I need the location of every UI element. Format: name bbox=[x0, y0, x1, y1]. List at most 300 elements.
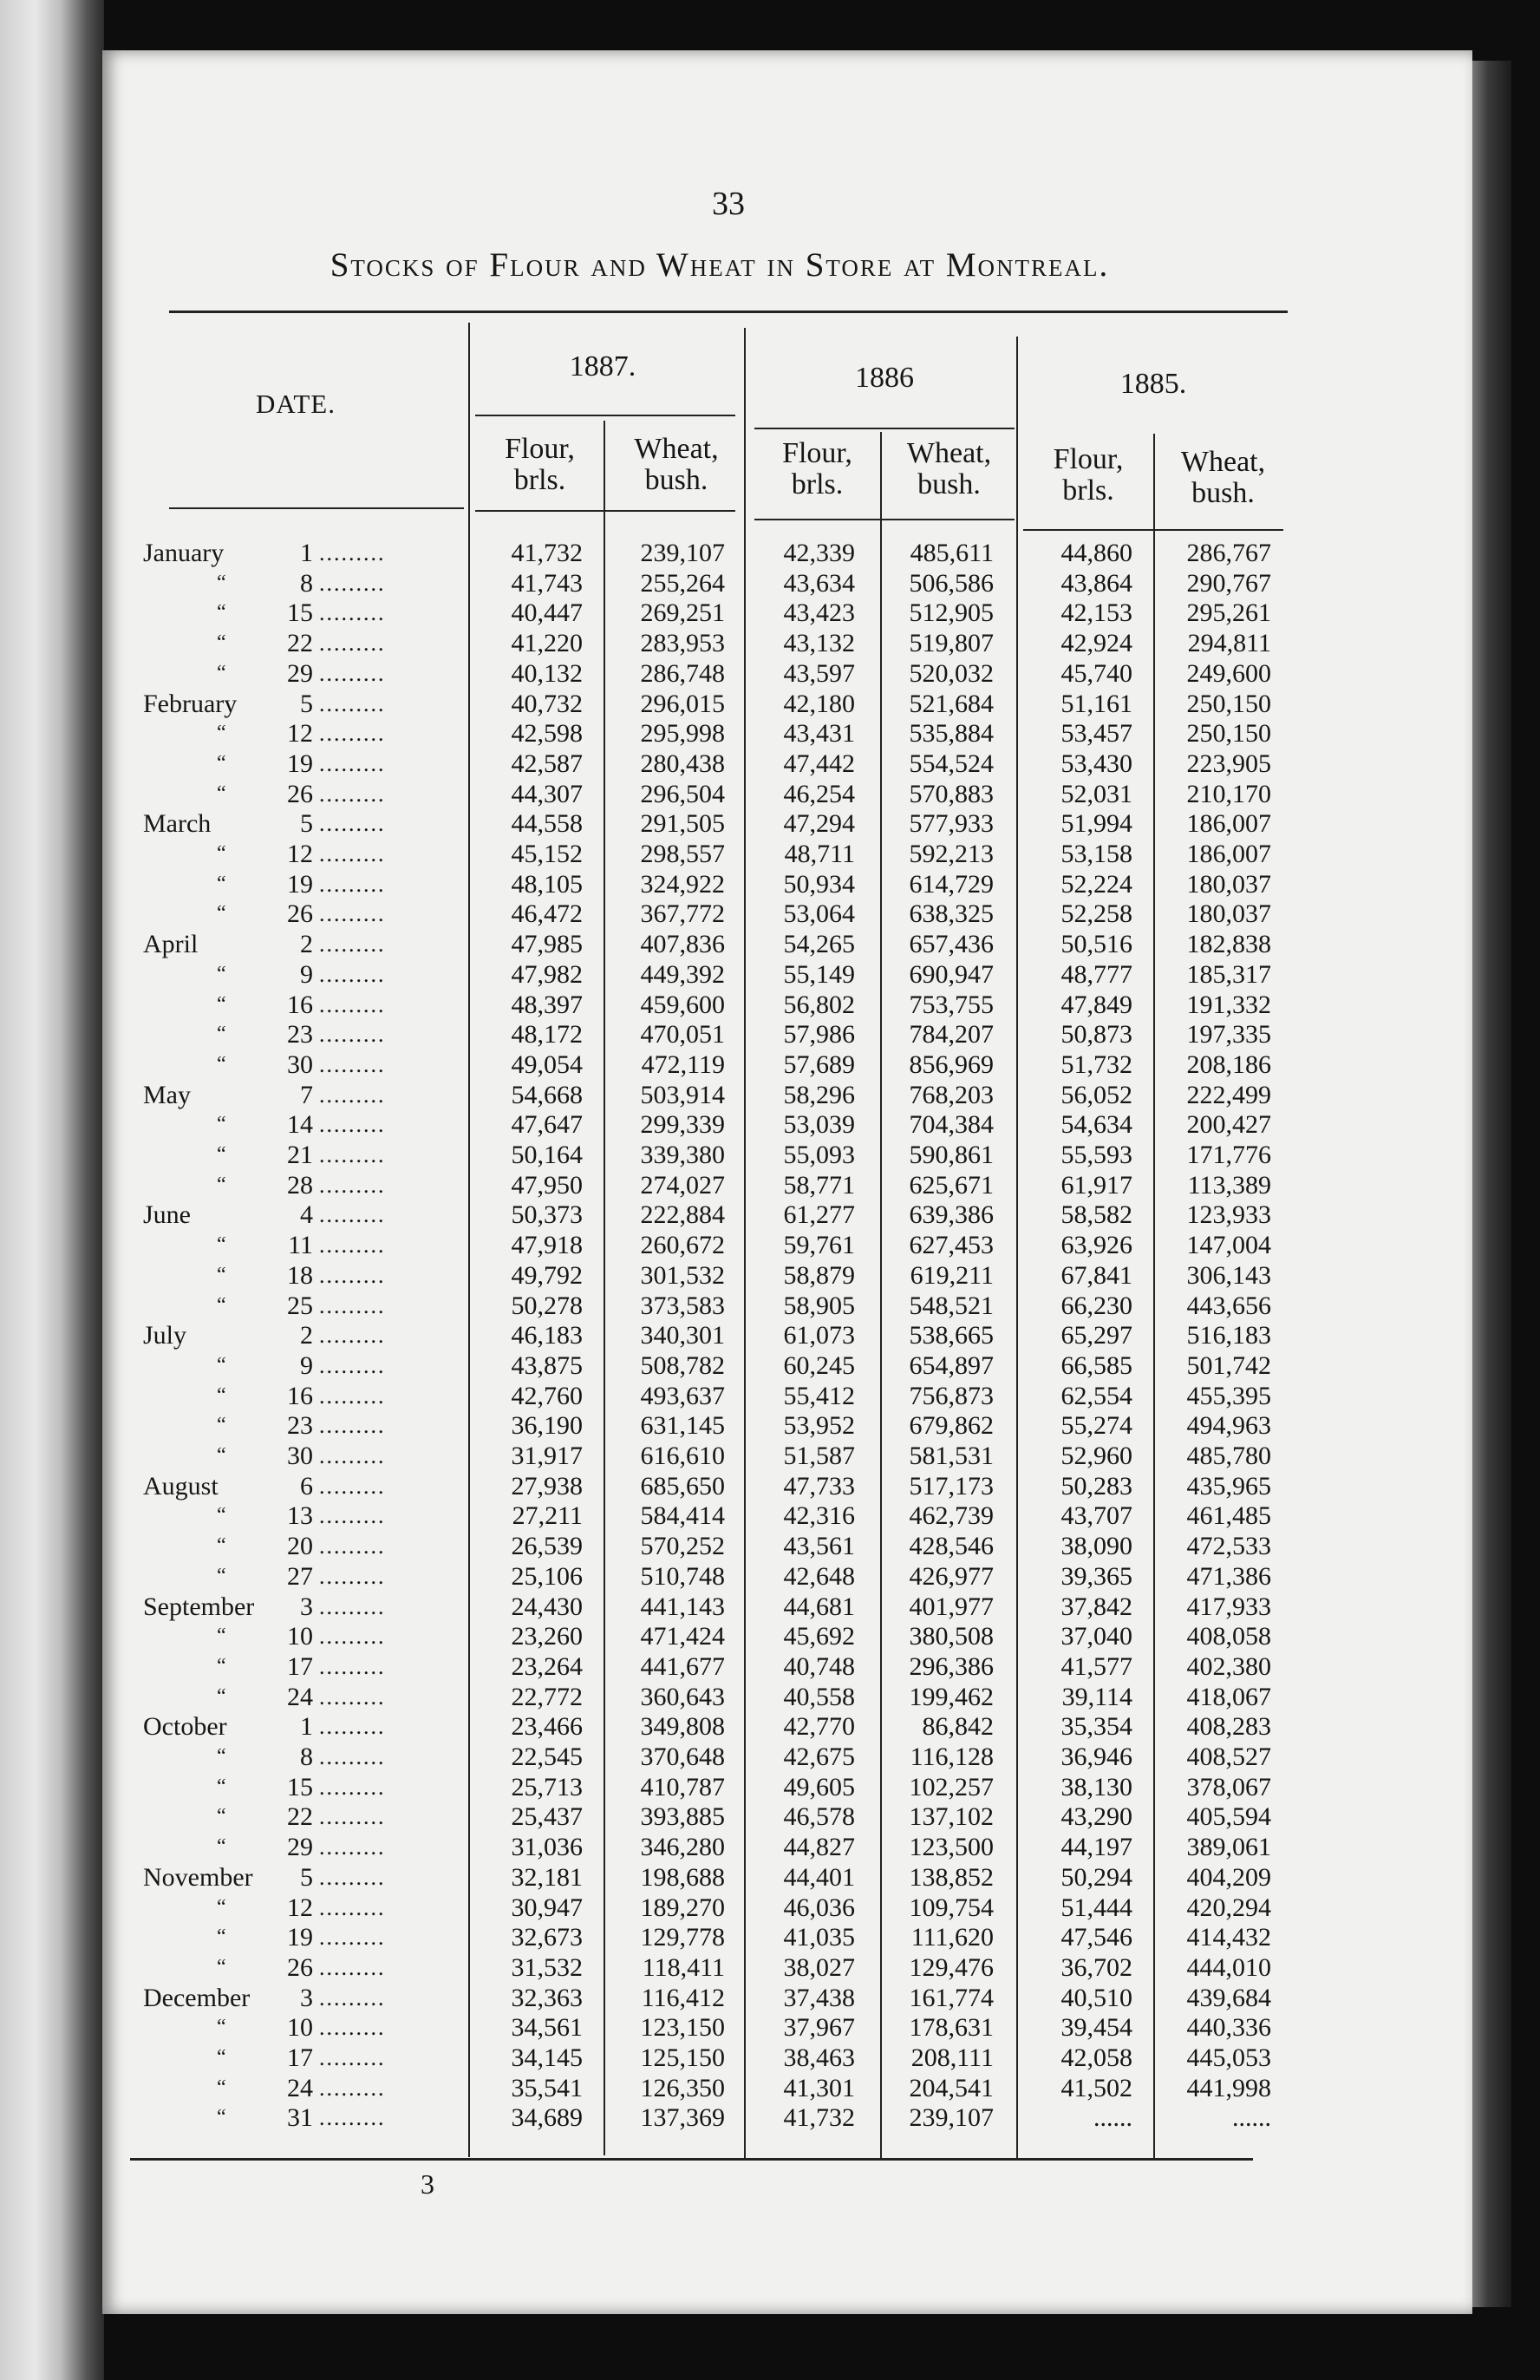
day-label: 25 bbox=[287, 1291, 313, 1320]
leader-dots: ......... bbox=[319, 540, 386, 566]
leader-dots: ......... bbox=[319, 631, 386, 657]
wheat-1885-cell: 295,261 bbox=[1186, 598, 1271, 628]
wheat-1886-cell: 129,476 bbox=[909, 1952, 994, 1982]
wheat-1886-header: Wheat, bush. bbox=[906, 437, 992, 500]
flour-1886-cell: 47,442 bbox=[783, 749, 855, 778]
leader-dots: ......... bbox=[319, 1533, 386, 1559]
flour-1887-cell: 35,541 bbox=[511, 2073, 583, 2102]
ditto-mark: “ bbox=[217, 1926, 226, 1949]
flour-1886-cell: 42,648 bbox=[783, 1561, 855, 1591]
ditto-mark: “ bbox=[217, 1684, 226, 1708]
wheat-1887-cell: 239,107 bbox=[640, 539, 725, 567]
day-label: 10 bbox=[287, 2013, 313, 2043]
wheat-1885-cell: 443,656 bbox=[1186, 1291, 1271, 1320]
flour-1886-cell: 55,149 bbox=[783, 959, 855, 989]
wheat-1887-cell: 508,782 bbox=[640, 1350, 725, 1380]
wheat-1887-cell: 367,772 bbox=[640, 899, 725, 929]
ditto-mark: “ bbox=[217, 1023, 226, 1046]
flour-1887-cell: 48,172 bbox=[511, 1020, 583, 1049]
flour-1886-cell: 38,463 bbox=[783, 2043, 855, 2072]
flour-1887-cell: 44,558 bbox=[511, 809, 583, 839]
flour-1885-cell: 52,224 bbox=[1060, 869, 1132, 899]
flour-1885-cell: 53,430 bbox=[1060, 749, 1132, 778]
table-row bbox=[0, 538, 1540, 568]
day-label: 2 bbox=[300, 930, 313, 959]
leader-dots: ......... bbox=[319, 1834, 386, 1860]
table-row bbox=[0, 899, 1540, 929]
ditto-mark: “ bbox=[217, 1805, 226, 1828]
flour-1886-cell: 37,438 bbox=[783, 1983, 855, 2012]
flour-1886-cell: 41,035 bbox=[783, 1923, 855, 1952]
ditto-mark: “ bbox=[217, 601, 226, 624]
leader-dots: ......... bbox=[319, 1413, 386, 1439]
wheat-1885-cell: 404,209 bbox=[1186, 1862, 1271, 1892]
wheat-1885-cell: 516,183 bbox=[1186, 1321, 1271, 1350]
wheat-1886-cell: 428,546 bbox=[909, 1532, 994, 1561]
wheat-1887-header: Wheat, bush. bbox=[634, 433, 719, 496]
leader-dots: ......... bbox=[319, 1473, 386, 1499]
wheat-1885-cell: 186,007 bbox=[1186, 840, 1271, 868]
leader-dots: ......... bbox=[319, 1774, 386, 1800]
leader-dots: ......... bbox=[319, 1112, 386, 1138]
wheat-1887-cell: 360,643 bbox=[640, 1682, 725, 1711]
flour-1885-cell: 53,457 bbox=[1060, 719, 1132, 749]
flour-1887-cell: 24,430 bbox=[511, 1592, 583, 1621]
flour-1885-cell: 43,707 bbox=[1060, 1501, 1132, 1531]
flour-1885-cell: 37,040 bbox=[1060, 1622, 1132, 1651]
wheat-1886-cell: 86,842 bbox=[922, 1712, 994, 1742]
day-label: 12 bbox=[287, 719, 313, 749]
table-row bbox=[0, 1772, 1540, 1802]
ditto-mark: “ bbox=[217, 2076, 226, 2099]
year-1886-rule bbox=[754, 428, 1015, 429]
flour-1885-cell: 43,864 bbox=[1060, 568, 1132, 598]
flour-1886-cell: 43,423 bbox=[783, 598, 855, 628]
ditto-mark: “ bbox=[217, 781, 226, 805]
wheat-1887-cell: 298,557 bbox=[640, 840, 725, 868]
flour-1886-cell: 45,692 bbox=[783, 1622, 855, 1651]
table-title: Stocks of Flour and Wheat in Store at Montreal. bbox=[330, 246, 1110, 284]
flour-1886-cell: 43,634 bbox=[783, 568, 855, 598]
leader-dots: ......... bbox=[319, 1323, 386, 1349]
ditto-mark: “ bbox=[217, 1955, 226, 1978]
ditto-mark: “ bbox=[217, 1444, 226, 1467]
day-label: 19 bbox=[287, 749, 313, 778]
flour-1887-cell: 25,106 bbox=[511, 1561, 583, 1591]
ditto-mark: “ bbox=[217, 1835, 226, 1859]
table-row bbox=[0, 2012, 1540, 2043]
leader-dots: ......... bbox=[319, 991, 386, 1017]
wheat-1886-cell: 102,257 bbox=[909, 1772, 994, 1801]
leader-dots: ......... bbox=[319, 1864, 386, 1890]
flour-1886-cell: 53,064 bbox=[783, 899, 855, 929]
wheat-1887-cell: 118,411 bbox=[642, 1952, 725, 1982]
flour-1887-cell: 50,278 bbox=[511, 1291, 583, 1320]
flour-1885-header: Flour, brls. bbox=[1053, 443, 1124, 507]
flour-1887-cell: 25,713 bbox=[511, 1772, 583, 1801]
ditto-mark: “ bbox=[217, 1052, 226, 1076]
flour-1887-cell: 47,950 bbox=[511, 1170, 583, 1200]
table-row bbox=[0, 929, 1540, 959]
wheat-1885-cell: 402,380 bbox=[1186, 1651, 1271, 1681]
table-row bbox=[0, 1381, 1540, 1411]
flour-1886-cell: 46,254 bbox=[783, 779, 855, 808]
wheat-1886-cell: 485,611 bbox=[910, 539, 994, 567]
flour-1886-cell: 54,265 bbox=[783, 930, 855, 959]
wheat-1886-cell: 592,213 bbox=[909, 840, 994, 868]
leader-dots: ......... bbox=[319, 1925, 386, 1951]
table-row bbox=[0, 2073, 1540, 2103]
day-label: 10 bbox=[287, 1622, 313, 1651]
leader-dots: ......... bbox=[319, 1744, 386, 1769]
leader-dots: ......... bbox=[319, 1232, 386, 1259]
wheat-1887-cell: 470,051 bbox=[640, 1020, 725, 1049]
table-row bbox=[0, 1471, 1540, 1501]
wheat-1885-cell: 180,037 bbox=[1186, 899, 1271, 929]
flour-1887-cell: 50,373 bbox=[511, 1200, 583, 1230]
flour-1887-cell: 46,472 bbox=[511, 899, 583, 929]
flour-1886-cell: 61,073 bbox=[783, 1321, 855, 1350]
wheat-1886-cell: 704,384 bbox=[909, 1110, 994, 1140]
flour-1885-cell: 42,153 bbox=[1060, 598, 1132, 628]
flour-1887-cell: 32,181 bbox=[511, 1862, 583, 1892]
flour-1887-cell: 47,982 bbox=[511, 959, 583, 989]
day-label: 12 bbox=[287, 840, 313, 868]
flour-1887-cell: 31,532 bbox=[511, 1952, 583, 1982]
wheat-1885-cell: 222,499 bbox=[1186, 1080, 1271, 1109]
flour-1887-cell: 46,183 bbox=[511, 1321, 583, 1350]
wheat-1885-cell: 123,933 bbox=[1186, 1200, 1271, 1230]
wheat-1885-cell: 113,389 bbox=[1187, 1170, 1271, 1200]
wheat-1887-cell: 339,380 bbox=[640, 1141, 725, 1169]
table-row bbox=[0, 1922, 1540, 1952]
flour-1885-cell: 53,158 bbox=[1060, 840, 1132, 868]
wheat-1887-cell: 407,836 bbox=[640, 930, 725, 959]
wheat-1887-cell: 340,301 bbox=[640, 1321, 725, 1350]
leader-dots: ......... bbox=[319, 841, 386, 866]
flour-1887-cell: 50,164 bbox=[511, 1141, 583, 1169]
year-1887-rule bbox=[475, 415, 735, 416]
leader-dots: ......... bbox=[319, 1383, 386, 1409]
wheat-1887-cell: 570,252 bbox=[640, 1532, 725, 1561]
leader-dots: ......... bbox=[319, 2015, 386, 2041]
ditto-mark: “ bbox=[217, 1383, 226, 1407]
table-row bbox=[0, 689, 1540, 719]
flour-1886-cell: 48,711 bbox=[784, 840, 855, 868]
table-row bbox=[0, 1952, 1540, 1983]
flour-1885-cell: 48,777 bbox=[1060, 959, 1132, 989]
day-label: 17 bbox=[287, 1651, 313, 1681]
flour-1885-cell: 39,454 bbox=[1060, 2013, 1132, 2043]
leader-dots: ......... bbox=[319, 600, 386, 626]
wheat-1885-cell: 485,780 bbox=[1186, 1442, 1271, 1470]
wheat-1886-cell: 756,873 bbox=[909, 1381, 994, 1410]
ditto-mark: “ bbox=[217, 1745, 226, 1768]
wheat-1885-cell: 191,332 bbox=[1186, 990, 1271, 1019]
wheat-1887-cell: 299,339 bbox=[640, 1110, 725, 1140]
day-label: 6 bbox=[300, 1471, 313, 1501]
wheat-1886-cell: 208,111 bbox=[910, 2043, 994, 2072]
month-label: October bbox=[143, 1712, 227, 1742]
wheat-1885-cell: 197,335 bbox=[1186, 1020, 1271, 1049]
wheat-1887-cell: 449,392 bbox=[640, 959, 725, 989]
flour-1886-cell: 42,180 bbox=[783, 689, 855, 718]
table-row bbox=[0, 598, 1540, 628]
wheat-1886-cell: 627,453 bbox=[909, 1231, 994, 1260]
flour-1886-cell: 43,597 bbox=[783, 658, 855, 688]
wheat-1885-cell: 249,600 bbox=[1186, 658, 1271, 688]
flour-1886-cell: 61,277 bbox=[783, 1200, 855, 1230]
flour-1886-header: Flour, brls. bbox=[782, 437, 852, 500]
table-row bbox=[0, 1140, 1540, 1170]
wheat-1886-cell: 638,325 bbox=[909, 899, 994, 929]
flour-1885-cell: 36,946 bbox=[1060, 1742, 1132, 1771]
ditto-mark: “ bbox=[217, 1895, 226, 1919]
wheat-1885-cell: 414,432 bbox=[1186, 1923, 1271, 1952]
day-label: 5 bbox=[300, 809, 313, 839]
table-row bbox=[0, 2102, 1540, 2133]
day-label: 15 bbox=[287, 598, 313, 628]
flour-1887-cell: 34,561 bbox=[511, 2013, 583, 2043]
flour-1886-cell: 46,036 bbox=[783, 1893, 855, 1922]
table-row bbox=[0, 1200, 1540, 1230]
wheat-1886-cell: 679,862 bbox=[909, 1411, 994, 1441]
day-label: 23 bbox=[287, 1020, 313, 1049]
ditto-mark: “ bbox=[217, 1143, 226, 1166]
wheat-1885-cell: 185,317 bbox=[1186, 959, 1271, 989]
day-label: 15 bbox=[287, 1772, 313, 1801]
bottom-rule bbox=[130, 2158, 1253, 2161]
wheat-1887-cell: 510,748 bbox=[640, 1561, 725, 1591]
flour-1885-cell: 38,090 bbox=[1060, 1532, 1132, 1561]
flour-1886-cell: 55,412 bbox=[783, 1381, 855, 1410]
flour-1887-cell: 41,743 bbox=[511, 568, 583, 598]
day-label: 7 bbox=[300, 1080, 313, 1109]
leader-dots: ......... bbox=[319, 1593, 386, 1619]
day-label: 9 bbox=[300, 959, 313, 989]
day-label: 30 bbox=[287, 1049, 313, 1079]
leader-dots: ......... bbox=[319, 781, 386, 807]
day-label: 1 bbox=[300, 539, 313, 567]
wheat-1886-cell: 784,207 bbox=[909, 1020, 994, 1049]
flour-1886-cell: 47,294 bbox=[783, 809, 855, 839]
flour-1885-cell: 55,593 bbox=[1060, 1141, 1132, 1169]
wheat-1886-cell: 554,524 bbox=[909, 749, 994, 778]
flour-1886-cell: 46,578 bbox=[783, 1802, 855, 1832]
wheat-1886-cell: 570,883 bbox=[909, 779, 994, 808]
month-label: December bbox=[143, 1983, 251, 2012]
wheat-1887-cell: 189,270 bbox=[640, 1893, 725, 1922]
leader-dots: ......... bbox=[319, 1443, 386, 1468]
wheat-1885-cell: ...... bbox=[1232, 2103, 1271, 2133]
wheat-1885-cell: 294,811 bbox=[1187, 629, 1271, 658]
wheat-1885-cell: 501,742 bbox=[1186, 1350, 1271, 1380]
table-row bbox=[0, 628, 1540, 658]
wheat-1886-cell: 138,852 bbox=[909, 1862, 994, 1892]
flour-1886-cell: 50,934 bbox=[783, 869, 855, 899]
wheat-1886-cell: 548,521 bbox=[909, 1291, 994, 1320]
wheat-1887-cell: 222,884 bbox=[640, 1200, 725, 1230]
flour-1885-cell: 50,294 bbox=[1060, 1862, 1132, 1892]
flour-1886-cell: 53,039 bbox=[783, 1110, 855, 1140]
flour-1885-cell: 62,554 bbox=[1060, 1381, 1132, 1410]
table-row bbox=[0, 1862, 1540, 1893]
wheat-1885-cell: 290,767 bbox=[1186, 568, 1271, 598]
date-rule bbox=[169, 507, 464, 509]
flour-1885-cell: 51,161 bbox=[1060, 689, 1132, 718]
wheat-1885-cell: 472,533 bbox=[1186, 1532, 1271, 1561]
leader-dots: ......... bbox=[319, 811, 386, 837]
table-row bbox=[0, 1893, 1540, 1923]
wheat-1885-cell: 306,143 bbox=[1186, 1260, 1271, 1290]
leader-dots: ......... bbox=[319, 721, 386, 747]
flour-1887-cell: 47,985 bbox=[511, 930, 583, 959]
wheat-1885-cell: 408,283 bbox=[1186, 1712, 1271, 1742]
flour-1885-cell: ...... bbox=[1093, 2103, 1132, 2133]
ditto-mark: “ bbox=[217, 992, 226, 1016]
wheat-1887-cell: 631,145 bbox=[640, 1411, 725, 1441]
ditto-mark: “ bbox=[217, 1263, 226, 1286]
wheat-1886-cell: 856,969 bbox=[909, 1049, 994, 1079]
flour-1885-cell: 65,297 bbox=[1060, 1321, 1132, 1350]
flour-1887-cell: 41,220 bbox=[511, 629, 583, 658]
flour-1885-cell: 52,258 bbox=[1060, 899, 1132, 929]
flour-1885-cell: 50,283 bbox=[1060, 1471, 1132, 1501]
day-label: 14 bbox=[287, 1110, 313, 1140]
flour-1886-cell: 44,827 bbox=[783, 1833, 855, 1862]
wheat-1887-cell: 349,808 bbox=[640, 1712, 725, 1742]
wheat-1885-cell: 182,838 bbox=[1186, 930, 1271, 959]
flour-1887-cell: 31,036 bbox=[511, 1833, 583, 1862]
wheat-1887-cell: 280,438 bbox=[640, 749, 725, 778]
wheat-1887-cell: 283,953 bbox=[640, 629, 725, 658]
wheat-1887-cell: 616,610 bbox=[640, 1442, 725, 1470]
sub-1887-rule bbox=[475, 510, 735, 512]
flour-1887-cell: 49,792 bbox=[511, 1260, 583, 1290]
table-row bbox=[0, 1742, 1540, 1772]
table-row bbox=[0, 959, 1540, 990]
wheat-1886-cell: 401,977 bbox=[909, 1592, 994, 1621]
wheat-1887-cell: 471,424 bbox=[640, 1622, 725, 1651]
ditto-mark: “ bbox=[217, 2046, 226, 2069]
flour-1886-cell: 40,748 bbox=[783, 1651, 855, 1681]
wheat-1886-cell: 296,386 bbox=[909, 1651, 994, 1681]
sub-1886-rule bbox=[754, 519, 1015, 520]
wheat-1886-cell: 204,541 bbox=[909, 2073, 994, 2102]
flour-1887-cell: 34,689 bbox=[511, 2103, 583, 2133]
flour-1886-cell: 60,245 bbox=[783, 1350, 855, 1380]
flour-1885-cell: 35,354 bbox=[1060, 1712, 1132, 1742]
ditto-mark: “ bbox=[217, 2016, 226, 2039]
leader-dots: ......... bbox=[319, 1503, 386, 1529]
flour-1887-cell: 45,152 bbox=[511, 840, 583, 868]
wheat-1887-cell: 346,280 bbox=[640, 1833, 725, 1862]
table-row bbox=[0, 1832, 1540, 1862]
flour-1885-cell: 38,130 bbox=[1060, 1772, 1132, 1801]
leader-dots: ......... bbox=[319, 1172, 386, 1198]
wheat-1885-cell: 444,010 bbox=[1186, 1952, 1271, 1982]
day-label: 5 bbox=[300, 689, 313, 718]
ditto-mark: “ bbox=[217, 1534, 226, 1558]
ditto-mark: “ bbox=[217, 872, 226, 895]
table-row bbox=[0, 1711, 1540, 1742]
table-row bbox=[0, 1651, 1540, 1682]
leader-dots: ......... bbox=[319, 1563, 386, 1589]
flour-1887-cell: 25,437 bbox=[511, 1802, 583, 1832]
wheat-1886-cell: 614,729 bbox=[909, 869, 994, 899]
leader-dots: ......... bbox=[319, 2105, 386, 2131]
wheat-1886-cell: 535,884 bbox=[909, 719, 994, 749]
wheat-1886-cell: 123,500 bbox=[909, 1833, 994, 1862]
flour-1887-cell: 31,917 bbox=[511, 1442, 583, 1470]
year-1887-header: 1887. bbox=[569, 350, 636, 382]
flour-1885-cell: 63,926 bbox=[1060, 1231, 1132, 1260]
wheat-1886-cell: 109,754 bbox=[909, 1893, 994, 1922]
flour-1885-cell: 61,917 bbox=[1060, 1170, 1132, 1200]
wheat-1886-cell: 137,102 bbox=[909, 1802, 994, 1832]
flour-1886-cell: 56,802 bbox=[783, 990, 855, 1019]
day-label: 28 bbox=[287, 1170, 313, 1200]
wheat-1885-cell: 223,905 bbox=[1186, 749, 1271, 778]
wheat-1885-cell: 171,776 bbox=[1186, 1141, 1271, 1169]
table-row bbox=[0, 2043, 1540, 2073]
wheat-1886-cell: 111,620 bbox=[910, 1923, 994, 1952]
signature-mark: 3 bbox=[421, 2168, 434, 2200]
wheat-1886-cell: 619,211 bbox=[910, 1260, 994, 1290]
leader-dots: ......... bbox=[319, 570, 386, 596]
table-row bbox=[0, 808, 1540, 839]
flour-1886-cell: 41,301 bbox=[783, 2073, 855, 2102]
leader-dots: ......... bbox=[319, 1142, 386, 1167]
wheat-1887-cell: 296,015 bbox=[640, 689, 725, 718]
leader-dots: ......... bbox=[319, 1082, 386, 1108]
ditto-mark: “ bbox=[217, 1353, 226, 1376]
wheat-1887-cell: 493,637 bbox=[640, 1381, 725, 1410]
wheat-1885-cell: 408,527 bbox=[1186, 1742, 1271, 1771]
leader-dots: ......... bbox=[319, 871, 386, 897]
leader-dots: ......... bbox=[319, 690, 386, 716]
ditto-mark: “ bbox=[217, 1504, 226, 1527]
ditto-mark: “ bbox=[217, 1113, 226, 1136]
wheat-1886-cell: 577,933 bbox=[909, 809, 994, 839]
table-row bbox=[0, 1109, 1540, 1140]
wheat-1886-cell: 178,631 bbox=[909, 2013, 994, 2043]
wheat-1887-cell: 441,143 bbox=[640, 1592, 725, 1621]
day-label: 17 bbox=[287, 2043, 313, 2072]
day-label: 12 bbox=[287, 1893, 313, 1922]
leader-dots: ......... bbox=[319, 1202, 386, 1228]
flour-1885-cell: 66,585 bbox=[1060, 1350, 1132, 1380]
month-label: March bbox=[143, 809, 212, 839]
table-row bbox=[0, 1441, 1540, 1471]
flour-1887-cell: 34,145 bbox=[511, 2043, 583, 2072]
table-row bbox=[0, 1320, 1540, 1350]
flour-1886-cell: 42,770 bbox=[783, 1712, 855, 1742]
flour-1887-cell: 47,918 bbox=[511, 1231, 583, 1260]
flour-1885-cell: 55,274 bbox=[1060, 1411, 1132, 1441]
wheat-1887-cell: 126,350 bbox=[640, 2073, 725, 2102]
table-row bbox=[0, 869, 1540, 899]
flour-1886-cell: 51,587 bbox=[783, 1442, 855, 1470]
table-row bbox=[0, 1350, 1540, 1381]
flour-1887-cell: 48,105 bbox=[511, 869, 583, 899]
wheat-1887-cell: 393,885 bbox=[640, 1802, 725, 1832]
day-label: 26 bbox=[287, 899, 313, 929]
flour-1886-cell: 42,339 bbox=[783, 539, 855, 567]
wheat-1887-cell: 291,505 bbox=[640, 809, 725, 839]
wheat-1885-cell: 445,053 bbox=[1186, 2043, 1271, 2072]
year-1885-header: 1885. bbox=[1119, 368, 1187, 400]
